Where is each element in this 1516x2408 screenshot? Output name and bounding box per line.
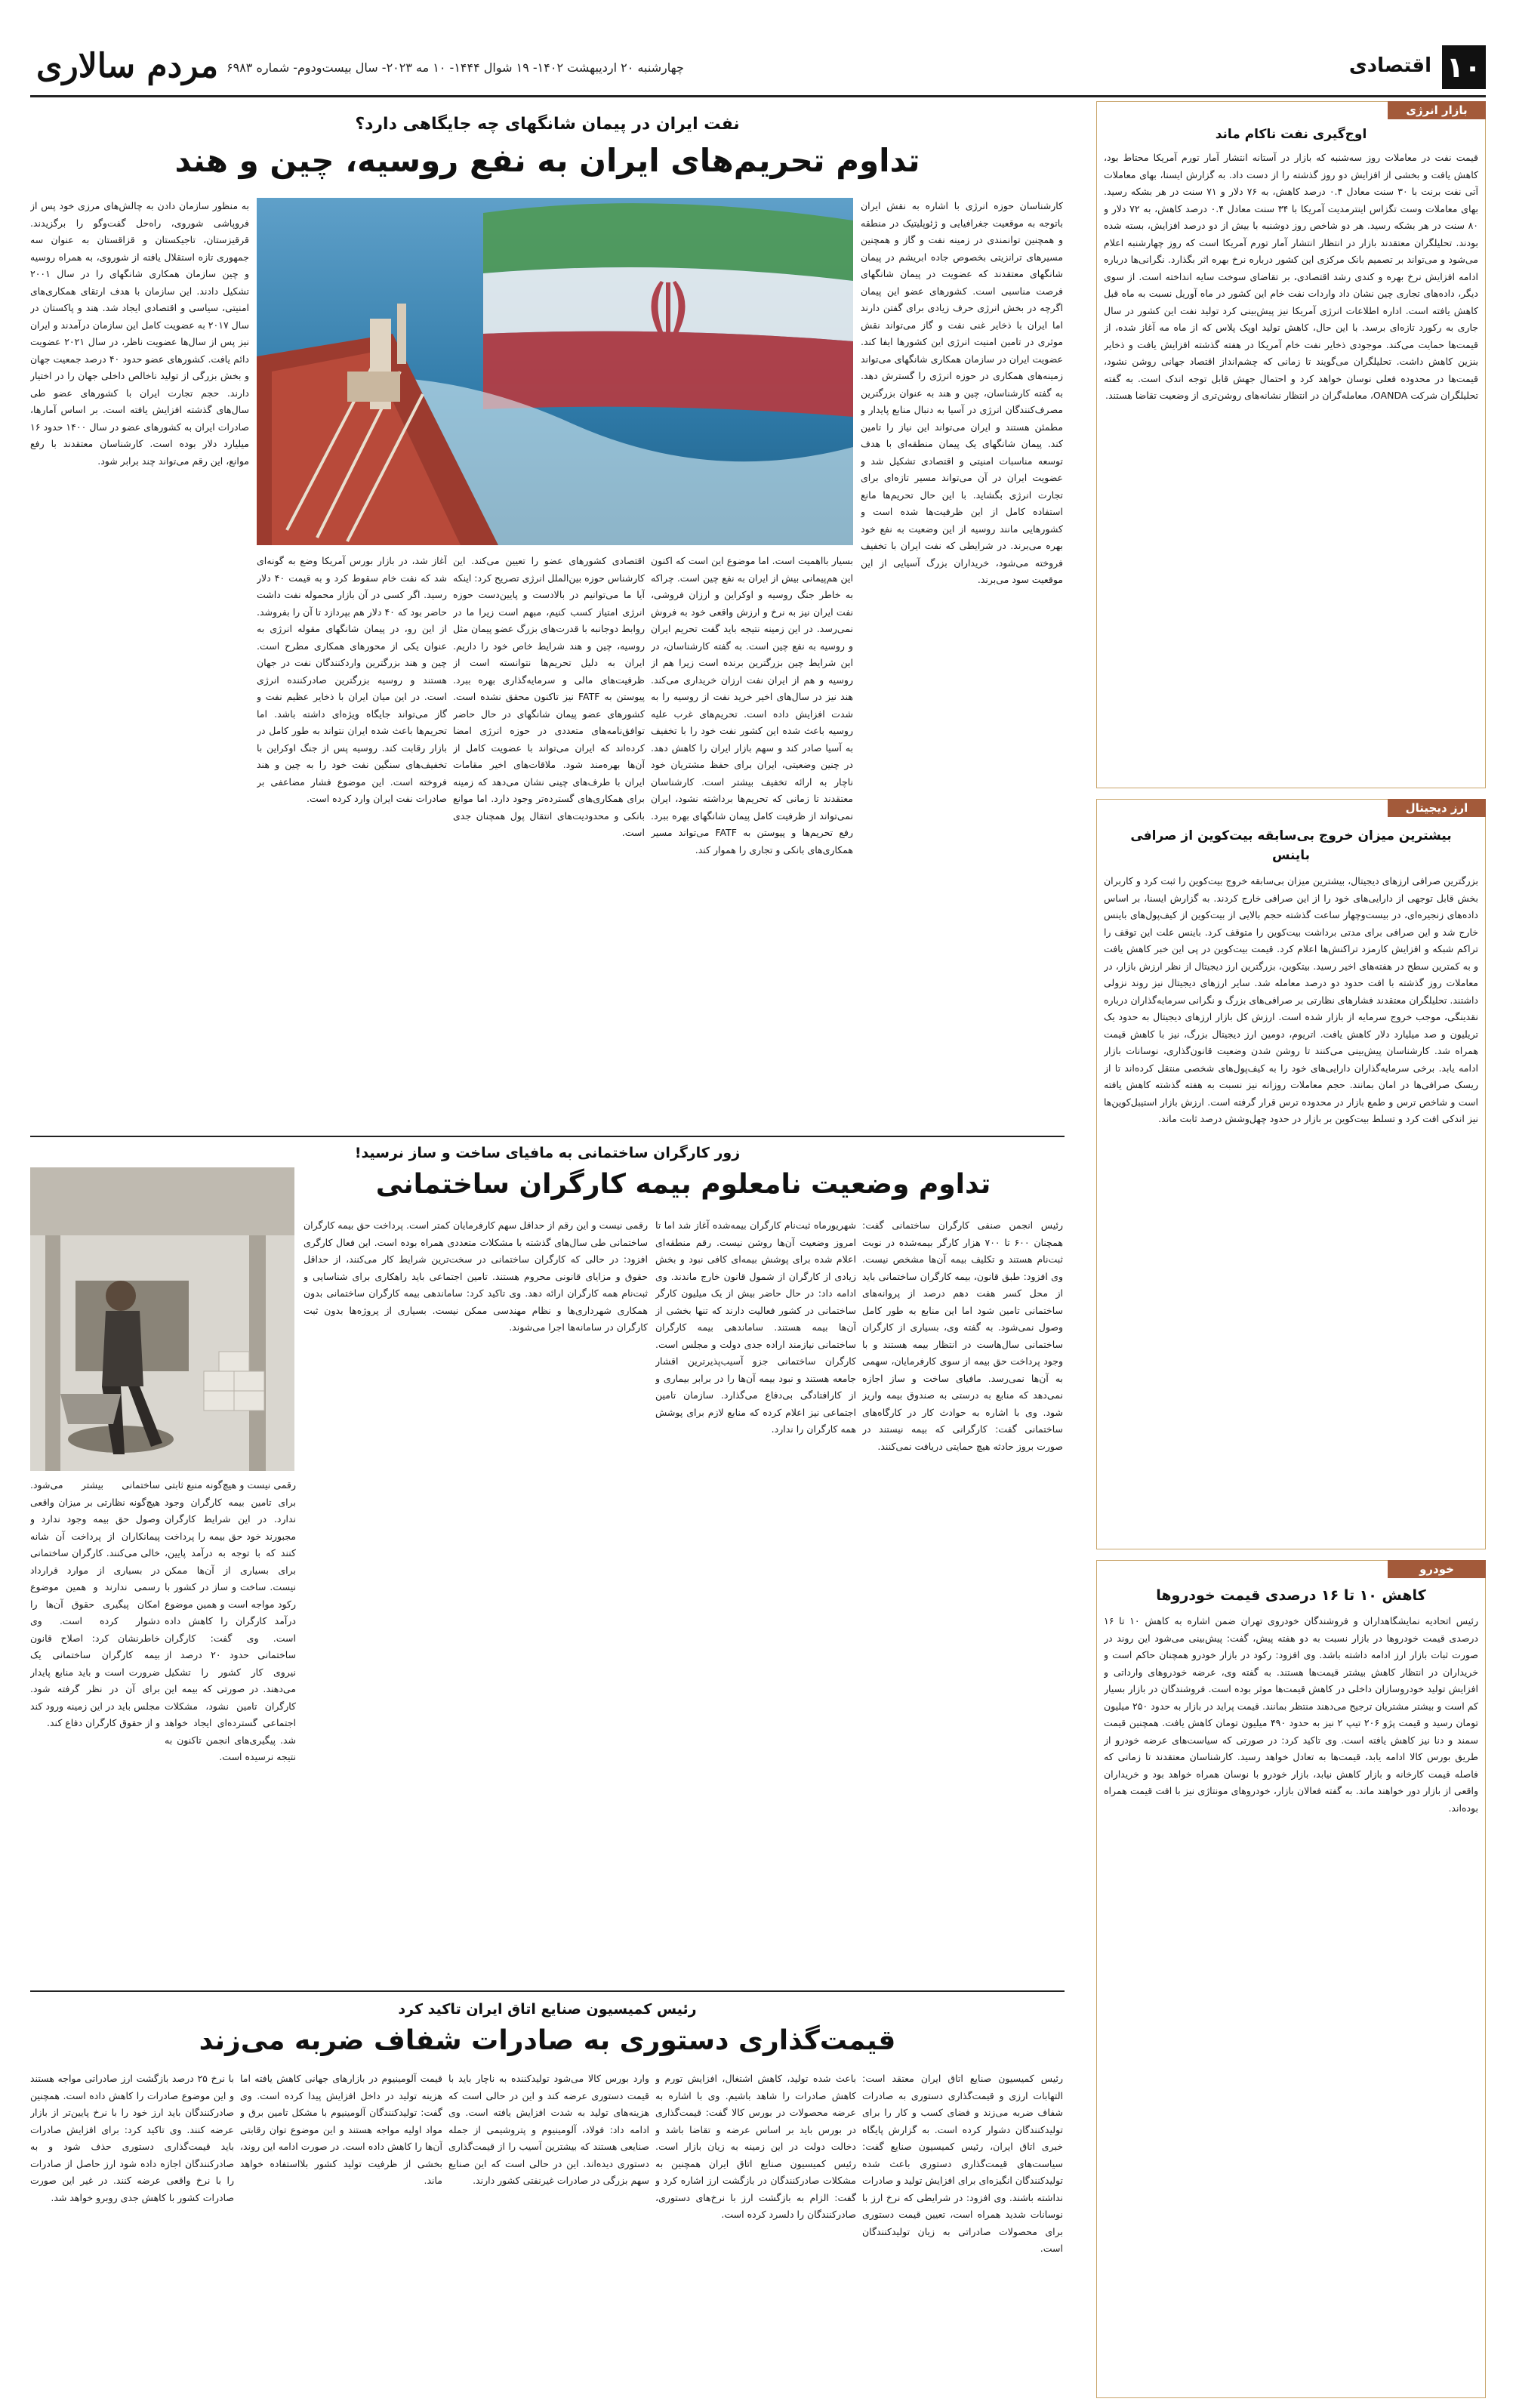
- article1-column-3: اقتصادی کشورهای عضو را تعیین می‌کند. این کارشناس حوزه بین‌الملل انرژی تصریح کرد: اینکه آیا ما می‌توانیم در بالادست و پایین‌دست حوزه انرژی امتیاز کسب کنیم، مبهم است زیرا ما در روابط دوجانبه با قدرت‌های بزرگ عضو پیمان مثل روسیه، چین و هند شرایط خاص خود را داریم. ایران به دلیل تحریم‌ها نتوانسته است از ظرفیت‌های مالی و سرمایه‌گذاری بهره ببرد. پیوستن به FATF نیز تاکنون محقق نشده است. کشورهای عضو پیمان شانگهای در حال حاضر توافق‌نامه‌های متعددی در حوزه انرژی امضا کرده‌اند که ایران می‌تواند با عضویت کامل از آن‌ها بهره‌مند شود. ملاقات‌های اخیر مقامات ایران با طرف‌های چینی نشان می‌دهد که زمینه برای همکاری‌های گسترده‌تر وجود دارد. اما موانع بانکی و محدودیت‌های انتقال پول همچنان جدی است.: [453, 555, 645, 838]
- article2-column-5: ساختمانی بیشتر می‌شود. هیچ‌گونه نظارتی بر میزان واقعی وصول حق بیمه وجود ندارد و پیمانکاران از پرداخت آن شانه خالی می‌کنند. کارگران ساختمانی در بسیاری از موارد قرارداد رسمی ندارند و همین موضوع امکان پیگیری حقوق آن‌ها را دشوار کرده است. وی خاطرنشان کرد: اصلاح قانون بیمه کارگران ساختمانی یک ضرورت است و باید منابع پایدار برای آن در نظر گرفته شود. مجلس باید در این زمینه ورود کند و از حقوق کارگران دفاع کند.: [30, 1479, 160, 1728]
- oil-news-title: اوج‌گیری نفت ناکام ماند: [1215, 127, 1367, 142]
- car-news-title: کاهش ۱۰ تا ۱۶ درصدی قیمت خودروها: [1156, 1587, 1426, 1604]
- article3-column-1: رئیس کمیسیون صنایع اتاق ایران معتقد است: التهابات ارزی و قیمت‌گذاری دستوری به صادرات شفاف ضربه می‌زند و فضای کسب و کار را برای تولیدکنندگان دشوار کرده است. به گزارش پایگاه خبری اتاق ایران، رئیس کمیسیون صنایع گفت: سیاست‌های قیمت‌گذاری دستوری باعث شده تولیدکنندگان انگیزه‌ای برای افزایش تولید و صادرات نداشته باشند. وی افزود: در شرایطی که نرخ ارز با نوسانات شدید همراه است، تعیین قیمت دستوری برای محصولات صادراتی به زیان تولیدکنندگان است.: [862, 2073, 1063, 2254]
- construction-worker-photo: [30, 1167, 294, 1471]
- article1-column-4: آغاز شد، در بازار بورس آمریکا وضع به گونه‌ای شد که نفت خام سقوط کرد و به قیمت ۴۰ دلار رسید. اگر کسی در آن بازار محموله نفت داشت حاضر بود که ۴۰ دلار هم بپردازد تا آن را بفروشد. از این رو، در پیمان شانگهای مقوله انرژی به عنوان یکی از محورهای همکاری مطرح است. چین و هند بزرگترین واردکنندگان نفت در جهان هستند و روسیه بزرگترین صادرکننده انرژی است. در این میان ایران با ذخایر عظیم نفت و گاز می‌تواند جایگاه ویژه‌ای داشته باشد. اما تحریم‌ها باعث شده ایران نتواند به طور کامل در بازار رقابت کند. روسیه پس از جنگ اوکراین با تخفیف‌های سنگین نفت خود را به چین و هند فروخته است. این موضوع فشار مضاعفی بر صادرات نفت ایران وارد کرده است.: [257, 555, 447, 804]
- article3-column-3: وارد بورس کالا می‌شود تولیدکننده به ناچار باید با قیمت دستوری عرضه کند و این در حالی است که هزینه‌های تولید به شدت افزایش یافته است. وی ادامه داد: فولاد، آلومینیوم و پتروشیمی از جمله صنایعی هستند که بیشترین آسیب را از قیمت‌گذاری دستوری دیده‌اند. این در حالی است که این صنایع سهم بزرگی در صادرات غیرنفتی کشور دارند.: [448, 2073, 649, 2186]
- crypto-news-body: بزرگترین صرافی ارزهای دیجیتال، بیشترین میزان بی‌سابقه خروج بیت‌کوین را ثبت کرد و کاربران بخش قابل توجهی از دارایی‌های خود را از این صرافی خارج کردند. به گزارش ایسنا، بر اساس داده‌های زنجیره‌ای، در بیست‌وچهار ساعت گذشته حجم بالایی از بیت‌کوین از کیف‌پول‌های باینس خارج شد و این صرافی برای مدتی برداشت بیت‌کوین را متوقف کرد. باینس علت این توقف را تراکم شبکه و افزایش کارمزد تراکنش‌ها اعلام کرد. قیمت بیت‌کوین در پی این خبر کاهش یافت و به کمترین سطح در هفته‌های اخیر رسید. بیتکوین، بزرگترین ارز دیجیتال از نظر ارزش بازار، در معاملات روز گذشته با افت حدود دو درصد معامله شد. سایر ارزهای دیجیتال نیز روند نزولی داشتند. تحلیلگران معتقدند فشارهای نظارتی بر صرافی‌های بزرگ و نگرانی سرمایه‌گذاران درباره نقدینگی، موجب خروج سرمایه از بازار شده است. ارزش کل بازار ارزهای دیجیتال به حدود یک تریلیون و صد میلیارد دلار کاهش یافت. اتریوم، دومین ارز دیجیتال بزرگ، نیز با کاهش قیمت همراه شد. کارشناسان پیش‌بینی می‌کنند تا روشن شدن وضعیت قانون‌گذاری، نوسانات بازار ادامه یابد. برخی سرمایه‌گذاران دارایی‌های خود را به کیف‌پول‌های شخصی منتقل کرده‌اند تا از ریسک صرافی‌ها در امان بمانند. حجم معاملات روزانه نیز نسبت به هفته گذشته کاهش یافته است و شاخص ترس و طمع بازار در محدوده ترس قرار گرفته است. ارزش بازار استیبل‌کوین‌ها نیز اندکی افت کرد و تسلط بیت‌کوین بر بازار در حدود چهل‌وشش درصد ثابت ماند.: [1104, 875, 1478, 1124]
- oil-news-body: قیمت نفت در معاملات روز سه‌شنبه که بازار در آستانه انتشار آمار تورم آمریکا محتاط بود، کاهش یافت و بخشی از افزایش دو روز گذشته را از دست داد. به گزارش ایسنا، بهای معاملات آتی نفت برنت با ۳۰ سنت معادل ۰.۴ درصد کاهش، به ۷۶ دلار و ۷۱ سنت در هر بشکه رسید. بهای معاملات وست تگزاس اینترمدیت آمریکا با ۳۴ سنت معادل ۰.۴ درصد کاهش، به ۷۲ دلار و ۸۰ سنت در هر بشکه رسید. هر دو شاخص روز دوشنبه با بیش از دو درصد افزایش، بسته شده بودند. تحلیلگران معتقدند بازار در انتظار انتشار آمار تورم آمریکا است که روز چهارشنبه اعلام می‌شود و می‌تواند بر تصمیم بانک مرکزی این کشور درباره نرخ بهره اثر بگذارد. نگرانی‌ها درباره ادامه افزایش نرخ بهره و کندی رشد اقتصادی، بر تقاضای سوخت سایه انداخته است. از سوی دیگر، داده‌های تجاری چین نشان داد واردات نفت خام این کشور در ماه آوریل نسبت به ماه قبل کاهش یافته است. اداره اطلاعات انرژی آمریکا نیز پیش‌بینی کرد تولید نفت این کشور در سال جاری به رکورد تازه‌ای برسد. با این حال، کاهش تولید اوپک پلاس که از ماه مه آغاز شده، از قیمت‌ها حمایت می‌کند. موجودی ذخایر نفت خام آمریکا در هفته گذشته افزایش یافت و ذخایر بنزین کاهش داشت. تحلیلگران می‌گویند تا زمانی که چشم‌انداز اقتصاد جهانی روشن نشود، قیمت‌ها در محدوده فعلی نوسان خواهد کرد و احتمال جهش قابل توجه اندک است. به گفته تحلیلگران شرکت OANDA، معامله‌گران در انتظار نشانه‌های روشن‌تری از وضعیت تقاضا هستند.: [1104, 152, 1478, 401]
- article2-headline: تداوم وضعیت نامعلوم بیمه کارگران ساختمانی: [375, 1169, 991, 1200]
- article3-kicker: رئیس کمیسیون صنایع اتاق ایران تاکید کرد: [398, 2001, 697, 2018]
- article1-headline: تداوم تحریم‌های ایران به نفع روسیه، چین و هند: [174, 142, 920, 179]
- article1-column-5: به منظور سازمان دادن به چالش‌های مرزی خود پس از فروپاشی شوروی، راه‌حل گفت‌وگو را برگزیدند. قرقیزستان، تاجیکستان و قزاقستان به عنوان سه جمهوری تازه استقلال یافته از شوروی، به همراه روسیه و چین سازمان همکاری شانگهای را در سال ۲۰۰۱ تشکیل دادند. این سازمان با هدف ارتقای همکاری‌های امنیتی، سیاسی و اقتصادی ایجاد شد. هند و پاکستان در سال ۲۰۱۷ به عضویت کامل این سازمان درآمدند و ایران نیز پس از سال‌ها عضویت ناظر، در سال ۲۰۲۱ عضویت دائم یافت. کشورهای عضو حدود ۴۰ درصد جمعیت جهان و بخش بزرگی از تولید ناخالص داخلی جهان را در اختیار دارند. حجم تجارت ایران با کشورهای عضو طی سال‌های گذشته افزایش یافته است. بر اساس آمارها، صادرات ایران به کشورهای عضو در سال ۱۴۰۰ حدود ۱۶ میلیارد دلار بوده است. کارشناسان معتقدند با رفع موانع، این رقم می‌تواند چند برابر شود.: [30, 200, 249, 467]
- article3-headline: قیمت‌گذاری دستوری به صادرات شفاف ضربه می‌زند: [199, 2025, 896, 2056]
- crypto-news-title: بیشترین میزان خروج بی‌سابقه بیت‌کوین از صرافی باینس: [1130, 828, 1452, 863]
- header-rule: [30, 95, 1486, 97]
- oil-tanker-photo: [257, 198, 853, 545]
- article3-column-4: قیمت آلومینیوم در بازارهای جهانی کاهش یافته اما هزینه تولید در داخل افزایش پیدا کرده است. وی گفت: تولیدکنندگان آلومینیوم با مشکل تامین برق و مواد اولیه مواجه هستند و این موضوع توان رقابتی آن‌ها را کاهش داده است. در صورت ادامه این روند، بخشی از ظرفیت تولید کشور بلااستفاده خواهد ماند.: [240, 2073, 442, 2186]
- issue-meta: چهارشنبه ۲۰ اردیبهشت ۱۴۰۲- ۱۹ شوال ۱۴۴۴- ۱۰ مه ۲۰۲۳- سال بیست‌ودوم- شماره ۶۹۸۳: [226, 60, 684, 75]
- car-section-tag: خودرو: [1388, 1560, 1486, 1578]
- article2-kicker: زور کارگران ساختمانی به مافیای ساخت و ساز نرسید!: [354, 1145, 741, 1161]
- article2-column-3: رقمی نیست و این رقم از حداقل سهم کارفرمایان کمتر است. پرداخت حق بیمه کارگران ساختمانی طی سال‌های گذشته با مشکلات متعددی همراه بوده است. این فعال کارگری افزود: در حالی که کارگران ساختمانی در سخت‌ترین شرایط کار می‌کنند، از حداقل حقوق و مزایای قانونی محروم هستند. تامین اجتماعی باید راهکاری برای شناسایی و ثبت‌نام همه کارگران ارائه دهد. وی تاکید کرد: ساماندهی بیمه کارگران ساختمانی بدون همکاری شهرداری‌ها و نظام مهندسی ممکن نیست. بسیاری از پروژه‌ها بدون ثبت کارگران در سامانه‌ها اجرا می‌شوند.: [304, 1219, 648, 1333]
- page-number: ۱۰: [1442, 45, 1486, 89]
- article1-column-2: بسیار بااهمیت است. اما موضوع این است که اکنون این هم‌پیمانی بیش از ایران به نفع چین است. چراکه به خاطر جنگ روسیه و اوکراین و ارزان فروشی، نفت ایران نیز به نرخ و ارزش واقعی خود به فروش نمی‌رسد. در این زمینه نتیجه باید گفت تحریم ایران و روسیه به نفع چین است. به گفته کارشناسان، در این شرایط چین بزرگترین برنده است زیرا هم از روسیه و هم از ایران نفت ارزان خریداری می‌کند. هند نیز در سال‌های اخیر خرید نفت از روسیه را به شدت افزایش داده است. تحریم‌های غرب علیه روسیه باعث شده این کشور نفت خود را با تخفیف به آسیا صادر کند و سهم بازار ایران را کاهش دهد. در چنین وضعیتی، ایران برای حفظ مشتریان خود ناچار به ارائه تخفیف بیشتر است. کارشناسان معتقدند تا زمانی که تحریم‌ها برداشته نشود، ایران نمی‌تواند از ظرفیت کامل پیمان شانگهای بهره ببرد. رفع تحریم‌ها و پیوستن به FATF می‌تواند مسیر همکاری‌های بانکی و تجاری را هموار کند.: [651, 555, 853, 856]
- section-title: اقتصادی: [1348, 54, 1431, 77]
- car-news-body: رئیس اتحادیه نمایشگاهداران و فروشندگان خودروی تهران ضمن اشاره به کاهش ۱۰ تا ۱۶ درصدی قیمت خودروها در بازار نسبت به دو هفته پیش، گفت: پیش‌بینی می‌شود این روند در صورت ثبات بازار ارز ادامه داشته باشد. وی افزود: رکود در بازار خودرو همچنان حاکم است و خریداران در انتظار کاهش بیشتر قیمت‌ها هستند. به گفته وی، عرضه خودروهای وارداتی و افزایش تولید خودروسازان داخلی در کاهش قیمت‌ها موثر بوده است. فروشندگان در بازار بسیار کم است و بیشتر مشتریان ترجیح می‌دهند منتظر بمانند. قیمت پراید در بازار به حدود ۲۵۰ میلیون تومان رسید و قیمت پژو ۲۰۶ تیپ ۲ نیز به حدود ۴۹۰ میلیون تومان کاهش یافت. همچنین قیمت سمند و دنا نیز کاهش یافته است. وی تاکید کرد: در صورتی که سیاست‌های عرضه خودرو از طریق بورس کالا ادامه یابد، قیمت‌ها به تعادل خواهد رسید. کارشناسان معتقدند تا زمانی که فاصله قیمت کارخانه و بازار کاهش نیابد، بازار خودرو با نوسان همراه خواهد بود و خریداران واقعی از بازار دور خواهند ماند. به گفته فعالان بازار، خودروهای مونتاژی نیز با افت قیمت همراه بوده‌اند.: [1104, 1615, 1478, 1814]
- divider-2: [30, 1990, 1065, 1992]
- article2-column-1: رئیس انجمن صنفی کارگران ساختمانی گفت: همچنان ۶۰۰ تا ۷۰۰ هزار کارگر بیمه‌شده در نوبت ثبت‌نام هستند و تکلیف بیمه آن‌ها مشخص نیست. وی افزود: طبق قانون، بیمه کارگران ساختمانی باید از محل کسر هفت دهم درصد از پروانه‌های ساختمانی تامین شود اما این منابع به طور کامل وصول نمی‌شود. به گفته وی، بسیاری از کارگران ساختمانی سال‌هاست در انتظار بیمه هستند و با وجود پرداخت حق بیمه از سوی کارفرمایان، سهمی به آن‌ها نمی‌رسد. مافیای ساخت و ساز اجازه نمی‌دهد که منابع به درستی به صندوق بیمه واریز شود. وی با اشاره به حوادث کار در کارگاه‌های ساختمانی گفت: کارگرانی که بیمه نیستند در صورت بروز حادثه هیچ حمایتی دریافت نمی‌کنند.: [862, 1219, 1063, 1452]
- article2-column-4: رقمی نیست و هیچ‌گونه منبع ثابتی برای تامین بیمه کارگران وجود ندارد. در این شرایط کارگران مجبورند خود حق بیمه را پرداخت کنند که با توجه به درآمد پایین، برای بسیاری از آن‌ها ممکن نیست. ساخت و ساز در کشور با رکود مواجه است و همین موضوع درآمد کارگران را کاهش داده است. وی گفت: کارگران ساختمانی حدود ۲۰ درصد از نیروی کار کشور را تشکیل می‌دهند. در صورتی که بیمه این کارگران تامین نشود، مشکلات اجتماعی گسترده‌ای ایجاد خواهد شد. پیگیری‌های انجمن تاکنون به نتیجه نرسیده است.: [165, 1479, 296, 1762]
- divider-1: [30, 1136, 1065, 1137]
- article2-column-2: شهریورماه ثبت‌نام کارگران بیمه‌شده آغاز شد اما تا امروز وضعیت آن‌ها روشن نیست. رقم منطقه‌ای اعلام شده برای پوشش بیمه‌ای کافی نبود و بخش زیادی از کارگران از شمول قانون خارج ماندند. وی ادامه داد: در حال حاضر بیش از یک میلیون کارگر ساختمانی در کشور فعالیت دارند که تنها بخشی از آن‌ها بیمه هستند. ساماندهی بیمه کارگران ساختمانی نیازمند اراده جدی دولت و مجلس است. کارگران ساختمانی جزو آسیب‌پذیرترین اقشار جامعه هستند و نبود بیمه آن‌ها را در برابر بیماری و از کارافتادگی بی‌دفاع می‌گذارد. سازمان تامین اجتماعی نیز اعلام کرده که منابع لازم برای پوشش همه کارگران را ندارد.: [655, 1219, 856, 1435]
- article3-column-2: باعث شده تولید، کاهش اشتغال، افزایش تورم و کاهش صادرات را شاهد باشیم. وی با اشاره به عرضه محصولات در بورس کالا گفت: قیمت‌گذاری در بورس باید بر اساس عرضه و تقاضا باشد و دخالت دولت در این زمینه به زیان بازار است. رئیس کمیسیون صنایع اتاق ایران همچنین به مشکلات صادرکنندگان در بازگشت ارز اشاره کرد و گفت: الزام به بازگشت ارز با نرخ‌های دستوری، صادرکنندگان را دلسرد کرده است.: [655, 2073, 856, 2220]
- article3-column-5: با نرخ ۲۵ درصد بازگشت ارز صادراتی مواجه هستند و این موضوع صادرات را کاهش داده است. همچنین صادرکنندگان باید ارز خود را با نرخ پایین‌تر از بازار عرضه کنند. وی تاکید کرد: برای افزایش صادرات باید قیمت‌گذاری دستوری حذف شود و به صادرکنندگان اجازه داده شود ارز حاصل از صادرات را با نرخ واقعی عرضه کنند. در غیر این صورت صادرات کشور با کاهش جدی روبرو خواهد شد.: [30, 2073, 234, 2203]
- oil-section-tag: بازار انرژی: [1388, 101, 1486, 119]
- article1-column-1: کارشناسان حوزه انرژی با اشاره به نقش ایران باتوجه به موقعیت جغرافیایی و ژئوپلیتیک در منطقه و همچنین توانمندی در زمینه نفت و گاز و همچنین مسیرهای ترانزیتی بخصوص جاده ابریشم در پیمان شانگهای معتقدند که عضویت در پیمان شانگهای فرصت مناسبی است. کشورهای عضو این پیمان اگرچه در بخش انرژی حرف زیادی برای گفتن دارند اما ایران با ذخایر غنی نفت و گاز می‌تواند نقش موثری در تامین امنیت انرژی این کشورها ایفا کند. عضویت ایران در سازمان همکاری شانگهای می‌تواند زمینه‌های همکاری در حوزه انرژی را گسترش دهد. به گفته کارشناسان، چین و هند به عنوان بزرگترین مصرف‌کنندگان انرژی در آسیا به دنبال منابع پایدار و مطمئن هستند و ایران می‌تواند این نیاز را تامین کند. پیمان شانگهای یک پیمان منطقه‌ای با هدف توسعه مناسبات امنیتی و اقتصادی تشکیل شد و عضویت ایران در آن می‌تواند مسیر تازه‌ای برای تجارت انرژی بگشاید. با این حال تحریم‌ها مانع استفاده کامل از این ظرفیت‌ها شده است و کشورهایی مانند روسیه از این وضعیت به نفع خود بهره می‌برند. در شرایطی که نفت ایران با تخفیف فروخته می‌شود، خریداران بزرگ آسیایی از این موقعیت سود می‌برند.: [861, 200, 1063, 585]
- article1-kicker: نفت ایران در پیمان شانگهای چه جایگاهی دارد؟: [355, 115, 740, 134]
- newspaper-logo: مردم سالاری: [36, 47, 219, 85]
- crypto-section-tag: ارز دیجیتال: [1388, 799, 1486, 817]
- iran-flag-emblem: [483, 203, 853, 417]
